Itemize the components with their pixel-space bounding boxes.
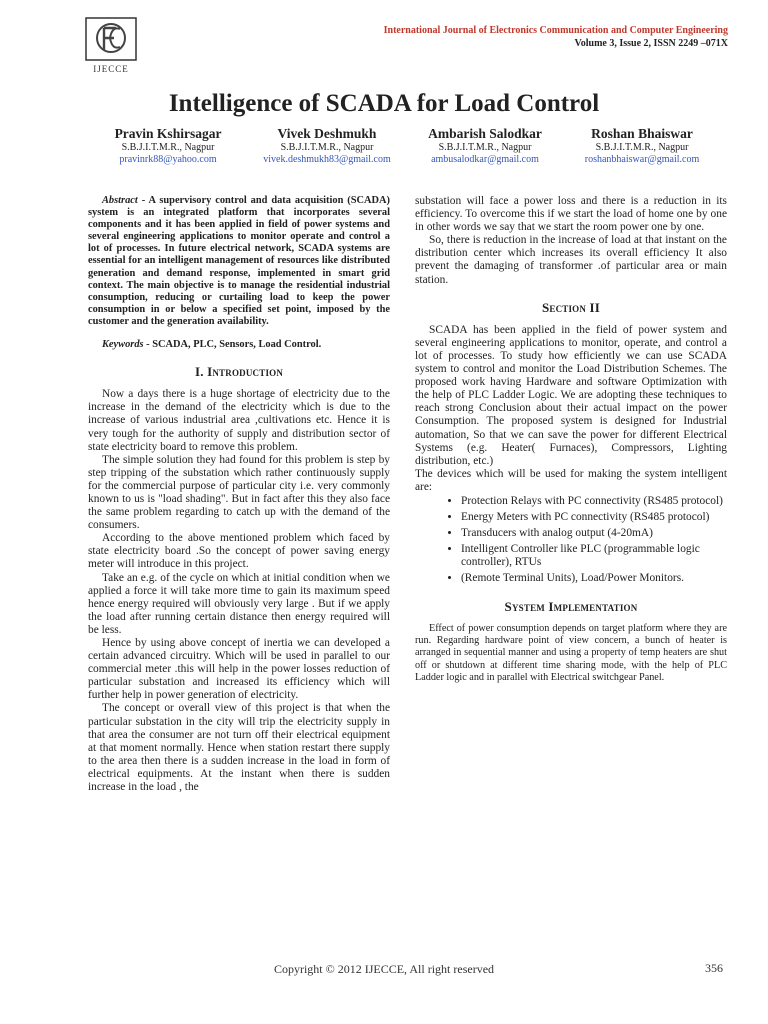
intro-paragraph: According to the above mentioned problem which faced by state electricity board .So the concept of power saving energy meter will introduce in this project. [88,532,390,571]
list-item: • Energy Meters with PC connectivity (RS485 protocol) [461,511,727,524]
author-3 [410,126,560,166]
abstract [88,195,390,328]
journal-header [384,24,728,50]
devices-list [415,495,727,586]
list-item: • Transducers with analog output (4-20mA) [461,527,727,540]
journal-volume: Volume 3, Issue 2, ISSN 2249 –071X [574,38,728,49]
logo-text: IJECCE [93,64,129,74]
author-name: Ambarish Salodkar [428,126,542,141]
author-affiliation: S.B.J.I.T.M.R., Nagpur [121,142,215,153]
intro-paragraph: The simple solution they had found for this problem is step by step tripping of the substation which rather continuously supply for the commercial purpose of particular city i.e. very commonly known to us is "load shading". But in fact after this they also face the same problem regarding to catch up with the demand of the consumers. [88,453,390,532]
journal-logo [84,16,138,74]
logo-emblem-icon [84,16,138,62]
intro-paragraph: The concept or overall view of this project is that when the particular substation in the city will trip the electricity supply in that area the consumer are not turn off their electrical equipment at that moment normally. Hence when station restart there supply to the area then there is a sudden increase in the load in form of electrical equipments. At the instant when there is sudden increase in the load , the [88,702,390,794]
section-heading-introduction: I. Introduction [194,364,284,380]
author-4 [560,126,724,166]
right-column [415,195,727,685]
author-affiliation: S.B.J.I.T.M.R., Nagpur [595,142,689,153]
list-item: • Intelligent Controller like PLC (programmable logic controller), RTUs [461,543,727,569]
author-email[interactable]: vivek.deshmukh83@gmail.com [263,154,391,165]
journal-name: International Journal of Electronics Communication and Computer Engineering [383,25,728,36]
author-2 [244,126,410,166]
intro-continued-paragraph: So, there is reduction in the increase of load at that instant on the distribution center which increases its overall efficiency It also prevent the damaging of transformer .of particular area or main station. [415,234,727,286]
author-name: Roshan Bhaiswar [591,126,693,141]
section-heading-system-implementation: System Implementation [504,598,638,614]
devices-intro: The devices which will be used for making the system intelligent are: [415,467,727,493]
abstract-text: - A supervisory control and data acquisition (SCADA) system is an integrated platform that incorporates several components and it has been applied in field of power systems and several engineering applications to monitor operate and control a lot of processes. In future electrical network, SCADA systems are essential for an intelligent management of resources like distributed generation and demand response, implemented in smart grid context. The main objective is to manage the residential industrial consumption, reducing or curtailing load to keep the power consumption in or below a specified set point, imposed by the customer and the generation availability. [88,195,390,327]
keywords [88,338,390,351]
paper-title: Intelligence of SCADA for Load Control [168,90,600,117]
keywords-label: Keywords [102,339,144,351]
author-email[interactable]: pravinrk88@yahoo.com [119,154,217,165]
section-heading-section-ii: Section II [541,299,601,315]
author-1 [92,126,244,166]
author-affiliation: S.B.J.I.T.M.R., Nagpur [438,142,532,153]
intro-paragraph: Take an e.g. of the cycle on which at initial condition when we applied a force it will take more time to gain its maximum speed hence energy required will obviously very large . But if we apply the load after running certain distance then energy required will be less. [88,571,390,636]
author-name: Vivek Deshmukh [277,126,377,141]
list-item: • Protection Relays with PC connectivity (RS485 protocol) [461,495,727,508]
list-item: • (Remote Terminal Units), Load/Power Monitors. [461,572,727,585]
intro-paragraph: Now a days there is a huge shortage of electricity due to the increase in the demand of the electricity which is due to the increase of various industrial area ,cultivations etc. Hence it is very tough for the authority of supply and distribution sector of state electricity board to remove this problem. [88,388,390,453]
intro-continued-paragraph: substation will face a power loss and there is a reduction in its efficiency. To overcome this if we start the load of home one by one in other words we say that we start the room power one by one. [415,195,727,234]
copyright-footer: Copyright © 2012 IJECCE, All right reserved [273,962,495,976]
author-email[interactable]: ambusalodkar@gmail.com [431,154,539,165]
section2-paragraph: SCADA has been applied in the field of power system and several engineering applications to monitor, operate, and control a lot of processes. To study how efficiently we can use SCADA system to control and monitor the Load Distribution Schemes. The proposed work having Hardware and software Optimization with the help of PLC Ladder Logic. We are adopting these techniques to reach strong Conclusion about their actual impact on the power Consumption. The proposed system is designed for Industrial automation, So that we can save the power for different Electrical Systems (e.g. Heater( Furnaces), Compressors, Lighting distribution, etc.) [415,323,727,467]
abstract-label: Abstract [102,195,138,206]
left-column [88,195,390,794]
keywords-text: - SCADA, PLC, Sensors, Load Control. [143,339,322,351]
author-affiliation: S.B.J.I.T.M.R., Nagpur [280,142,374,153]
system-impl-paragraph: Effect of power consumption depends on target platform where they are run. Regarding hardware point of view concern, a bunch of heater is arranged in sequential manner and using a property of temp heaters are shut off or shutdown at different time sharing mode, with the help of PLC Ladder logic and in parallel with Electrical switchgear Panel. [415,622,727,684]
author-name: Pravin Kshirsagar [114,126,222,141]
author-list [92,126,728,166]
page-number: 356 [705,961,723,975]
author-email[interactable]: roshanbhaiswar@gmail.com [584,154,700,165]
intro-paragraph: Hence by using above concept of inertia we can developed a certain advanced circuitry. Which will be used in parallel to our commercial meter .this will help in the power losses reduction of particular substation and increased its efficiency which will further help in power generation of electricity. [88,637,390,702]
